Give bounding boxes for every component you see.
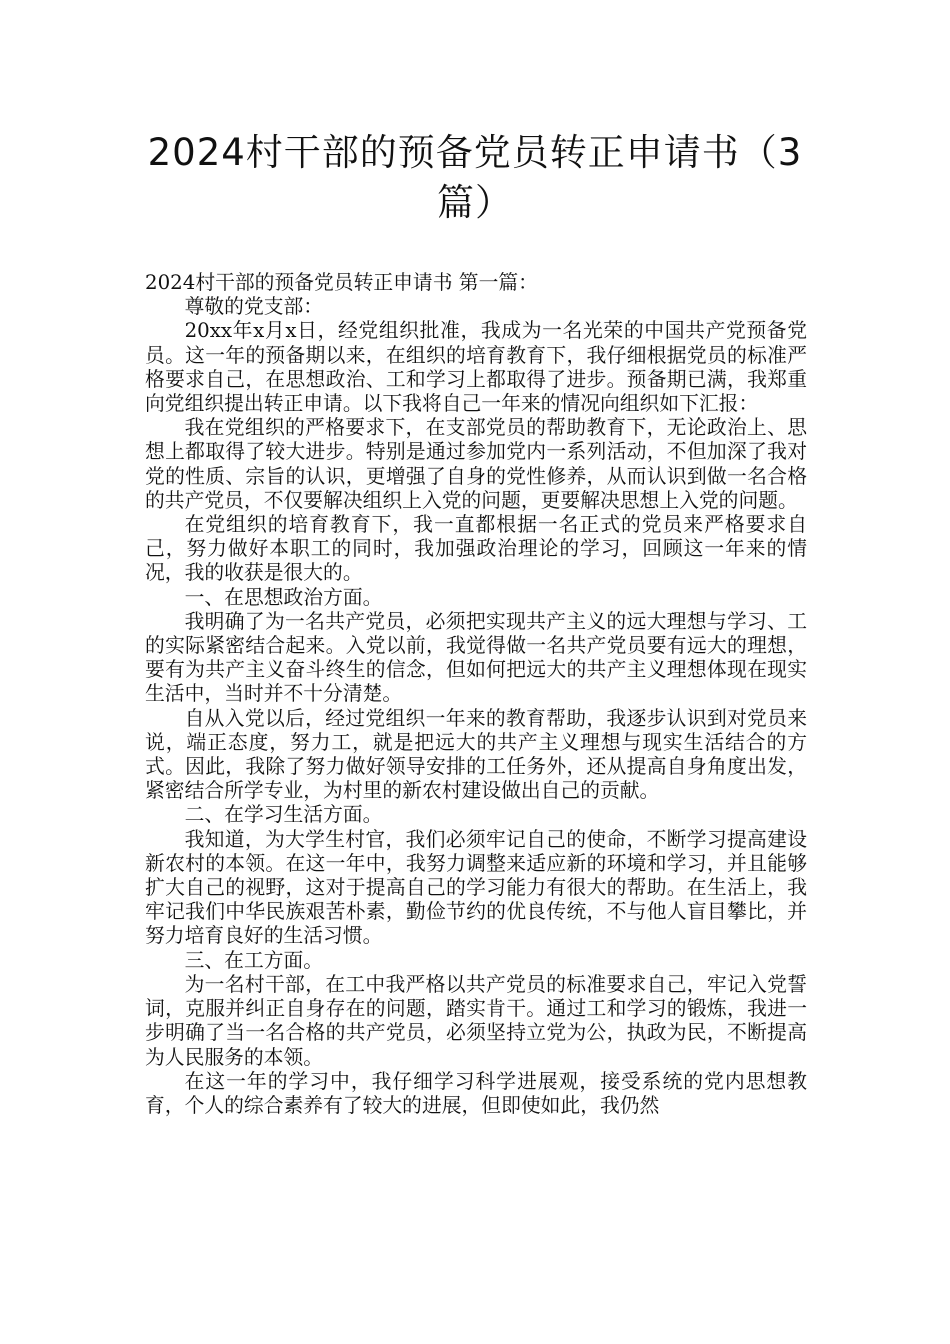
- body-paragraph: 为一名村干部，在工中我严格以共产党员的标准要求自己，牢记入党誓词，克服并纠正自身存在的问题，踏实肯干。通过工和学习的锻炼，我进一步明确了当一名合格的共产党员，必须坚持立党为公，执政为民，不断提高为人民服务的本领。: [145, 972, 807, 1069]
- body-paragraph: 在党组织的培育教育下，我一直都根据一名正式的党员来严格要求自己，努力做好本职工的同时，我加强政治理论的学习，回顾这一年来的情况，我的收获是很大的。: [145, 513, 807, 585]
- body-paragraph: 我明确了为一名共产党员，必须把实现共产主义的远大理想与学习、工的实际紧密结合起来。入党以前，我觉得做一名共产党员要有远大的理想，要有为共产主义奋斗终生的信念，但如何把远大的共产主义理想体现在现实生活中，当时并不十分清楚。: [145, 609, 807, 706]
- section-heading: 2024村干部的预备党员转正申请书 第一篇：: [145, 271, 538, 294]
- body-paragraph: 我知道，为大学生村官，我们必须牢记自己的使命，不断学习提高建设新农村的本领。在这一年中，我努力调整来适应新的环境和学习，并且能够扩大自己的视野，这对于提高自己的学习能力有很大的帮助。在生活上，我牢记我们中华民族艰苦朴素，勤俭节约的优良传统，不与他人盲目攀比，并努力培育良好的生活习惯。: [145, 827, 807, 948]
- document-title: 2024村干部的预备党员转正申请书（3篇）: [147, 131, 803, 224]
- body-paragraph: 自从入党以后，经过党组织一年来的教育帮助，我逐步认识到对党员来说，端正态度，努力工，就是把远大的共产主义理想与现实生活结合的方式。因此，我除了努力做好领导安排的工任务外，还从提高自身角度出发，紧密结合所学专业，为村里的新农村建设做出自己的贡献。: [145, 706, 807, 803]
- salutation: 尊敬的党支部：: [184, 295, 324, 319]
- subsection-heading: 三、在工方面。: [184, 948, 324, 972]
- subsection-heading: 一、在思想政治方面。: [184, 585, 383, 609]
- body-paragraph: 20xx年x月x日，经党组织批准，我成为一名光荣的中国共产党预备党员。这一年的预备期以来，在组织的培育教育下，我仔细根据党员的标准严格要求自己，在思想政治、工和学习上都取得了进步。预备期已满，我郑重向党组织提出转正申请。以下我将自己一年来的情况向组织如下汇报：: [145, 319, 807, 416]
- body-paragraph: 在这一年的学习中，我仔细学习科学进展观，接受系统的党内思想教育，个人的综合素养有了较大的进展，但即使如此，我仍然: [145, 1069, 807, 1117]
- document-body: [145, 271, 807, 1118]
- subsection-heading: 二、在学习生活方面。: [184, 803, 383, 827]
- body-paragraph: 我在党组织的严格要求下，在支部党员的帮助教育下，无论政治上、思想上都取得了较大进步。特别是通过参加党内一系列活动，不但加深了我对党的性质、宗旨的认识，更增强了自身的党性修养，从而认识到做一名合格的共产党员，不仅要解决组织上入党的问题，更要解决思想上入党的问题。: [145, 416, 807, 512]
